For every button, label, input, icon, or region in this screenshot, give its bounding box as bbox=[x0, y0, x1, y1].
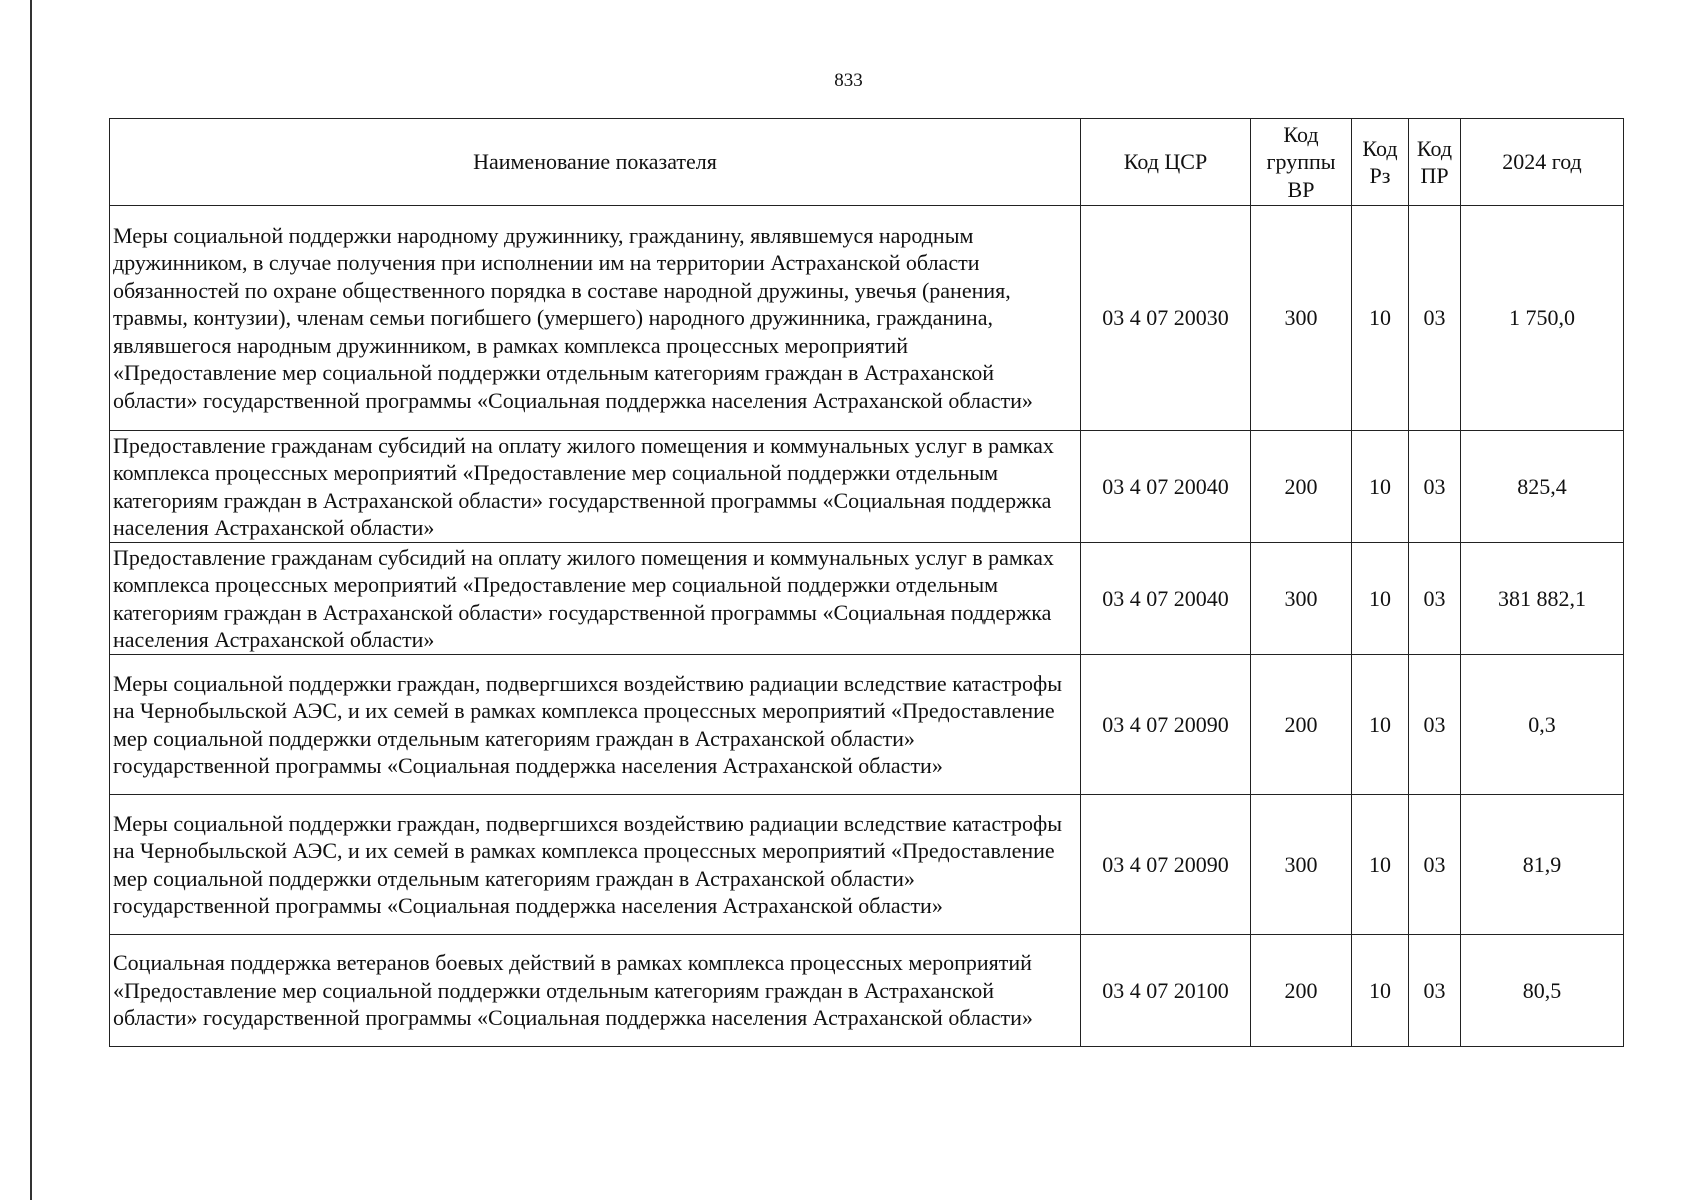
amount-cell: 81,9 bbox=[1461, 795, 1624, 935]
page-number: 833 bbox=[834, 70, 863, 91]
table-row bbox=[110, 543, 1624, 655]
header-indicator-name: Наименование показателя bbox=[110, 119, 1081, 206]
csr-code-cell: 03 4 07 20040 bbox=[1081, 543, 1251, 655]
table-row bbox=[110, 206, 1624, 431]
indicator-name-cell: Социальная поддержка ветеранов боевых действий в рамках комплекса процессных мероприятий «Предоставление мер социальной поддержки отдельным категориям граждан в Астраханской области» государственной программы «Социальная поддержка населения Астраханской области» bbox=[110, 935, 1081, 1047]
vr-group-cell: 300 bbox=[1251, 543, 1352, 655]
csr-code-cell: 03 4 07 20100 bbox=[1081, 935, 1251, 1047]
amount-cell: 825,4 bbox=[1461, 431, 1624, 543]
header-rz-code: Код Рз bbox=[1352, 119, 1409, 206]
header-year-2024: 2024 год bbox=[1461, 119, 1624, 206]
pr-code-cell: 03 bbox=[1409, 431, 1461, 543]
header-row bbox=[110, 119, 1624, 206]
rz-code-cell: 10 bbox=[1352, 655, 1409, 795]
table-body bbox=[110, 206, 1624, 1047]
csr-code-cell: 03 4 07 20090 bbox=[1081, 795, 1251, 935]
indicator-name-cell: Предоставление гражданам субсидий на оплату жилого помещения и коммунальных услуг в рамках комплекса процессных мероприятий «Предоставление мер социальной поддержки отдельным категориям граждан в Астраханской области» государственной программы «Социальная поддержка населения Астраханской области» bbox=[110, 543, 1081, 655]
table-row bbox=[110, 795, 1624, 935]
pr-code-cell: 03 bbox=[1409, 543, 1461, 655]
indicator-name-cell: Предоставление гражданам субсидий на оплату жилого помещения и коммунальных услуг в рамках комплекса процессных мероприятий «Предоставление мер социальной поддержки отдельным категориям граждан в Астраханской области» государственной программы «Социальная поддержка населения Астраханской области» bbox=[110, 431, 1081, 543]
amount-cell: 0,3 bbox=[1461, 655, 1624, 795]
table-row bbox=[110, 935, 1624, 1047]
header-pr-code: Код ПР bbox=[1409, 119, 1461, 206]
header-vr-group-code: Код группы ВР bbox=[1251, 119, 1352, 206]
vr-group-cell: 200 bbox=[1251, 655, 1352, 795]
indicator-name-cell: Меры социальной поддержки граждан, подвергшихся воздействию радиации вследствие катастрофы на Чернобыльской АЭС, и их семей в рамках комплекса процессных мероприятий «Предоставление мер социальной поддержки отдельным категориям граждан в Астраханской области» государственной программы «Социальная поддержка населения Астраханской области» bbox=[110, 655, 1081, 795]
rz-code-cell: 10 bbox=[1352, 935, 1409, 1047]
rz-code-cell: 10 bbox=[1352, 543, 1409, 655]
table-header bbox=[110, 119, 1624, 206]
rz-code-cell: 10 bbox=[1352, 206, 1409, 431]
csr-code-cell: 03 4 07 20090 bbox=[1081, 655, 1251, 795]
pr-code-cell: 03 bbox=[1409, 935, 1461, 1047]
table-row bbox=[110, 431, 1624, 543]
indicator-name-cell: Меры социальной поддержки граждан, подвергшихся воздействию радиации вследствие катастрофы на Чернобыльской АЭС, и их семей в рамках комплекса процессных мероприятий «Предоставление мер социальной поддержки отдельным категориям граждан в Астраханской области» государственной программы «Социальная поддержка населения Астраханской области» bbox=[110, 795, 1081, 935]
budget-table bbox=[109, 118, 1624, 1047]
pr-code-cell: 03 bbox=[1409, 206, 1461, 431]
header-csr-code: Код ЦСР bbox=[1081, 119, 1251, 206]
rz-code-cell: 10 bbox=[1352, 431, 1409, 543]
vr-group-cell: 300 bbox=[1251, 795, 1352, 935]
rz-code-cell: 10 bbox=[1352, 795, 1409, 935]
indicator-name-cell: Меры социальной поддержки народному дружиннику, гражданину, являвшемуся народным дружинником, в случае получения при исполнении им на территории Астраханской области обязанностей по охране общественного порядка в составе народной дружины, увечья (ранения, травмы, контузии), членам семьи погибшего (умершего) народного дружинника, гражданина, являвшегося народным дружинником, в рамках комплекса процессных мероприятий «Предоставление мер социальной поддержки отдельным категориям граждан в Астраханской области» государственной программы «Социальная поддержка населения Астраханской области» bbox=[110, 206, 1081, 431]
vr-group-cell: 200 bbox=[1251, 431, 1352, 543]
vr-group-cell: 300 bbox=[1251, 206, 1352, 431]
pr-code-cell: 03 bbox=[1409, 795, 1461, 935]
vr-group-cell: 200 bbox=[1251, 935, 1352, 1047]
csr-code-cell: 03 4 07 20040 bbox=[1081, 431, 1251, 543]
amount-cell: 1 750,0 bbox=[1461, 206, 1624, 431]
amount-cell: 80,5 bbox=[1461, 935, 1624, 1047]
amount-cell: 381 882,1 bbox=[1461, 543, 1624, 655]
csr-code-cell: 03 4 07 20030 bbox=[1081, 206, 1251, 431]
table-row bbox=[110, 655, 1624, 795]
pr-code-cell: 03 bbox=[1409, 655, 1461, 795]
binding-line bbox=[30, 0, 32, 1200]
